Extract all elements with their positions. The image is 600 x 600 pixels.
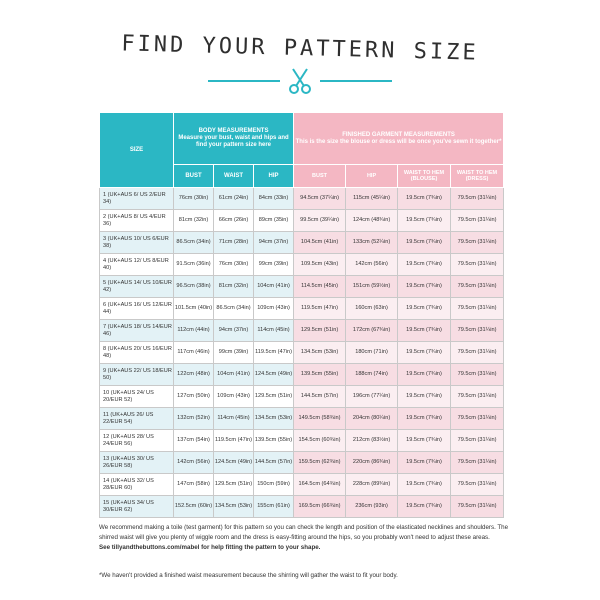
size-rows <box>100 188 504 518</box>
row-finished-bust: 94.5cm (37¼in) <box>294 188 346 210</box>
body-measurements-desc: Measure your bust, waist and hips and find your pattern size here <box>178 135 289 148</box>
row-body-waist: 119.5cm (47in) <box>214 430 254 452</box>
row-body-waist: 129.5cm (51in) <box>214 474 254 496</box>
size-chart-table <box>99 112 504 518</box>
body-measurements-header <box>174 113 294 165</box>
row-hem-dress: 79.5cm (31¼in) <box>451 474 504 496</box>
row-finished-bust: 114.5cm (45in) <box>294 276 346 298</box>
row-hem-blouse: 19.5cm (7¾in) <box>398 276 451 298</box>
row-finished-hip: 188cm (74in) <box>346 364 398 386</box>
row-hem-blouse: 19.5cm (7¾in) <box>398 364 451 386</box>
table-row <box>100 342 504 364</box>
row-body-waist: 94cm (37in) <box>214 320 254 342</box>
row-finished-bust: 99.5cm (39¼in) <box>294 210 346 232</box>
row-hem-dress: 79.5cm (31¼in) <box>451 298 504 320</box>
row-finished-hip: 204cm (80¼in) <box>346 408 398 430</box>
row-hem-blouse: 19.5cm (7¾in) <box>398 408 451 430</box>
row-size: 7 (UK+AUS 18/ US 14/EUR 46) <box>100 320 174 342</box>
row-body-hip: 124.5cm (49in) <box>254 364 294 386</box>
col-body-bust: BUST <box>174 165 214 188</box>
finished-measurements-header <box>294 113 504 165</box>
row-hem-blouse: 19.5cm (7¾in) <box>398 496 451 518</box>
row-size: 15 (UK+AUS 34/ US 30/EUR 62) <box>100 496 174 518</box>
row-hem-blouse: 19.5cm (7¾in) <box>398 452 451 474</box>
help-link-text: See tillyandthebuttons.com/mabel for help fitting the pattern to your shape. <box>99 543 321 551</box>
row-body-bust: 147cm (58in) <box>174 474 214 496</box>
row-hem-dress: 79.5cm (31¼in) <box>451 254 504 276</box>
scissors-icon <box>285 66 315 96</box>
row-body-hip: 144.5cm (57in) <box>254 452 294 474</box>
row-hem-dress: 79.5cm (31¼in) <box>451 210 504 232</box>
table-row <box>100 232 504 254</box>
row-finished-hip: 180cm (71in) <box>346 342 398 364</box>
row-hem-blouse: 19.5cm (7¾in) <box>398 474 451 496</box>
row-body-bust: 127cm (50in) <box>174 386 214 408</box>
row-body-hip: 84cm (33in) <box>254 188 294 210</box>
row-size: 4 (UK+AUS 12/ US 8/EUR 40) <box>100 254 174 276</box>
row-body-waist: 114cm (45in) <box>214 408 254 430</box>
row-hem-dress: 79.5cm (31¼in) <box>451 496 504 518</box>
row-body-bust: 132cm (52in) <box>174 408 214 430</box>
row-finished-hip: 133cm (52¼in) <box>346 232 398 254</box>
row-hem-blouse: 19.5cm (7¾in) <box>398 188 451 210</box>
row-hem-dress: 79.5cm (31¼in) <box>451 188 504 210</box>
row-body-bust: 76cm (30in) <box>174 188 214 210</box>
row-body-hip: 89cm (35in) <box>254 210 294 232</box>
row-hem-dress: 79.5cm (31¼in) <box>451 342 504 364</box>
finished-measurements-desc: This is the size the blouse or dress will be once you've sewn it together* <box>295 138 502 145</box>
table-row <box>100 474 504 496</box>
row-finished-bust: 159.5cm (62¾in) <box>294 452 346 474</box>
row-finished-bust: 109.5cm (43in) <box>294 254 346 276</box>
table-row <box>100 320 504 342</box>
table-row <box>100 452 504 474</box>
row-finished-bust: 134.5cm (53in) <box>294 342 346 364</box>
row-size: 8 (UK+AUS 20/ US 16/EUR 48) <box>100 342 174 364</box>
row-hem-dress: 79.5cm (31¼in) <box>451 408 504 430</box>
finished-measurements-title: FINISHED GARMENT MEASUREMENTS <box>342 131 455 138</box>
toile-note: We recommend making a toile (test garment) for this pattern so you can check the length and position of the elasticated necklines and shoulders. The shirred waist will give you plenty of wiggle room and the dress is easy-fitting around the hips, so you probably won't need to adjust these areas. <box>99 524 509 541</box>
row-body-bust: 137cm (54in) <box>174 430 214 452</box>
row-body-hip: 134.5cm (53in) <box>254 408 294 430</box>
row-finished-bust: 139.5cm (55in) <box>294 364 346 386</box>
row-body-waist: 134.5cm (53in) <box>214 496 254 518</box>
row-hem-dress: 79.5cm (31¼in) <box>451 232 504 254</box>
row-hem-dress: 79.5cm (31¼in) <box>451 386 504 408</box>
table-row <box>100 188 504 210</box>
table-row <box>100 276 504 298</box>
row-hem-dress: 79.5cm (31¼in) <box>451 430 504 452</box>
row-body-waist: 66cm (26in) <box>214 210 254 232</box>
row-body-hip: 94cm (37in) <box>254 232 294 254</box>
row-finished-bust: 119.5cm (47in) <box>294 298 346 320</box>
row-body-waist: 61cm (24in) <box>214 188 254 210</box>
row-finished-hip: 172cm (67¾in) <box>346 320 398 342</box>
row-body-waist: 104cm (41in) <box>214 364 254 386</box>
row-hem-blouse: 19.5cm (7¾in) <box>398 210 451 232</box>
row-finished-bust: 169.5cm (66¾in) <box>294 496 346 518</box>
row-hem-dress: 79.5cm (31¼in) <box>451 320 504 342</box>
row-finished-hip: 236cm (93in) <box>346 496 398 518</box>
row-body-hip: 99cm (39in) <box>254 254 294 276</box>
row-body-hip: 139.5cm (55in) <box>254 430 294 452</box>
row-body-bust: 152.5cm (60in) <box>174 496 214 518</box>
row-size: 1 (UK+AUS 6/ US 2/EUR 34) <box>100 188 174 210</box>
row-size: 9 (UK+AUS 22/ US 18/EUR 50) <box>100 364 174 386</box>
table-row <box>100 210 504 232</box>
row-body-waist: 81cm (32in) <box>214 276 254 298</box>
table-row <box>100 386 504 408</box>
row-size: 10 (UK+AUS 24/ US 20/EUR 52) <box>100 386 174 408</box>
row-finished-hip: 151cm (59½in) <box>346 276 398 298</box>
row-size: 5 (UK+AUS 14/ US 10/EUR 42) <box>100 276 174 298</box>
row-size: 2 (UK+AUS 8/ US 4/EUR 36) <box>100 210 174 232</box>
scissors-divider <box>200 66 400 96</box>
row-finished-hip: 196cm (77¼in) <box>346 386 398 408</box>
row-hem-blouse: 19.5cm (7¾in) <box>398 320 451 342</box>
row-size: 6 (UK+AUS 16/ US 12/EUR 44) <box>100 298 174 320</box>
row-body-bust: 81cm (32in) <box>174 210 214 232</box>
footnote: *We haven't provided a finished waist measurement because the shirring will gather the waist to fit your body. <box>99 572 398 579</box>
col-waist-to-hem-dress: WAIST TO HEM (DRESS) <box>451 165 504 188</box>
row-finished-hip: 212cm (83½in) <box>346 430 398 452</box>
row-body-hip: 155cm (61in) <box>254 496 294 518</box>
row-body-hip: 150cm (59in) <box>254 474 294 496</box>
divider-line-left <box>208 80 280 82</box>
row-finished-hip: 228cm (89¾in) <box>346 474 398 496</box>
col-finished-hip: HIP <box>346 165 398 188</box>
row-body-hip: 119.5cm (47in) <box>254 342 294 364</box>
row-size: 12 (UK+AUS 28/ US 24/EUR 56) <box>100 430 174 452</box>
row-hem-dress: 79.5cm (31¼in) <box>451 276 504 298</box>
row-finished-hip: 160cm (63in) <box>346 298 398 320</box>
table-row <box>100 430 504 452</box>
row-finished-hip: 220cm (86¾in) <box>346 452 398 474</box>
row-body-bust: 96.5cm (38in) <box>174 276 214 298</box>
row-hem-blouse: 19.5cm (7¾in) <box>398 430 451 452</box>
table-row <box>100 298 504 320</box>
row-hem-blouse: 19.5cm (7¾in) <box>398 342 451 364</box>
row-finished-bust: 129.5cm (51in) <box>294 320 346 342</box>
row-body-bust: 91.5cm (36in) <box>174 254 214 276</box>
col-waist-to-hem-blouse: WAIST TO HEM (BLOUSE) <box>398 165 451 188</box>
row-body-bust: 112cm (44in) <box>174 320 214 342</box>
row-size: 14 (UK+AUS 32/ US 28/EUR 60) <box>100 474 174 496</box>
divider-line-right <box>320 80 392 82</box>
table-row <box>100 408 504 430</box>
row-body-bust: 86.5cm (34in) <box>174 232 214 254</box>
row-body-hip: 104cm (41in) <box>254 276 294 298</box>
col-finished-bust: BUST <box>294 165 346 188</box>
row-hem-dress: 79.5cm (31¼in) <box>451 364 504 386</box>
row-finished-hip: 115cm (45¼in) <box>346 188 398 210</box>
size-column-header: SIZE <box>100 113 174 188</box>
row-finished-bust: 149.5cm (58¾in) <box>294 408 346 430</box>
row-finished-bust: 164.5cm (64¾in) <box>294 474 346 496</box>
row-body-waist: 124.5cm (49in) <box>214 452 254 474</box>
row-hem-blouse: 19.5cm (7¾in) <box>398 298 451 320</box>
col-body-waist: WAIST <box>214 165 254 188</box>
row-body-waist: 71cm (28in) <box>214 232 254 254</box>
row-body-bust: 117cm (46in) <box>174 342 214 364</box>
row-size: 11 (UK+AUS 26/ US 22/EUR 54) <box>100 408 174 430</box>
body-measurements-title: BODY MEASUREMENTS <box>198 128 269 135</box>
row-body-waist: 109cm (43in) <box>214 386 254 408</box>
notes-block <box>99 523 509 553</box>
row-size: 3 (UK+AUS 10/ US 6/EUR 38) <box>100 232 174 254</box>
row-body-bust: 101.5cm (40in) <box>174 298 214 320</box>
row-body-waist: 86.5cm (34in) <box>214 298 254 320</box>
row-body-bust: 122cm (48in) <box>174 364 214 386</box>
row-body-hip: 129.5cm (51in) <box>254 386 294 408</box>
row-body-waist: 76cm (30in) <box>214 254 254 276</box>
row-size: 13 (UK+AUS 30/ US 26/EUR 58) <box>100 452 174 474</box>
row-hem-blouse: 19.5cm (7¾in) <box>398 386 451 408</box>
page-title: FIND YOUR PATTERN SIZE <box>121 31 479 66</box>
row-body-waist: 99cm (39in) <box>214 342 254 364</box>
row-finished-hip: 124cm (48¾in) <box>346 210 398 232</box>
row-finished-bust: 144.5cm (57in) <box>294 386 346 408</box>
table-row <box>100 254 504 276</box>
row-hem-blouse: 19.5cm (7¾in) <box>398 232 451 254</box>
row-body-hip: 109cm (43in) <box>254 298 294 320</box>
row-hem-dress: 79.5cm (31¼in) <box>451 452 504 474</box>
col-body-hip: HIP <box>254 165 294 188</box>
row-finished-hip: 142cm (56in) <box>346 254 398 276</box>
row-finished-bust: 104.5cm (41in) <box>294 232 346 254</box>
row-body-bust: 142cm (56in) <box>174 452 214 474</box>
row-body-hip: 114cm (45in) <box>254 320 294 342</box>
row-finished-bust: 154.5cm (60¾in) <box>294 430 346 452</box>
table-row <box>100 496 504 518</box>
row-hem-blouse: 19.5cm (7¾in) <box>398 254 451 276</box>
table-row <box>100 364 504 386</box>
